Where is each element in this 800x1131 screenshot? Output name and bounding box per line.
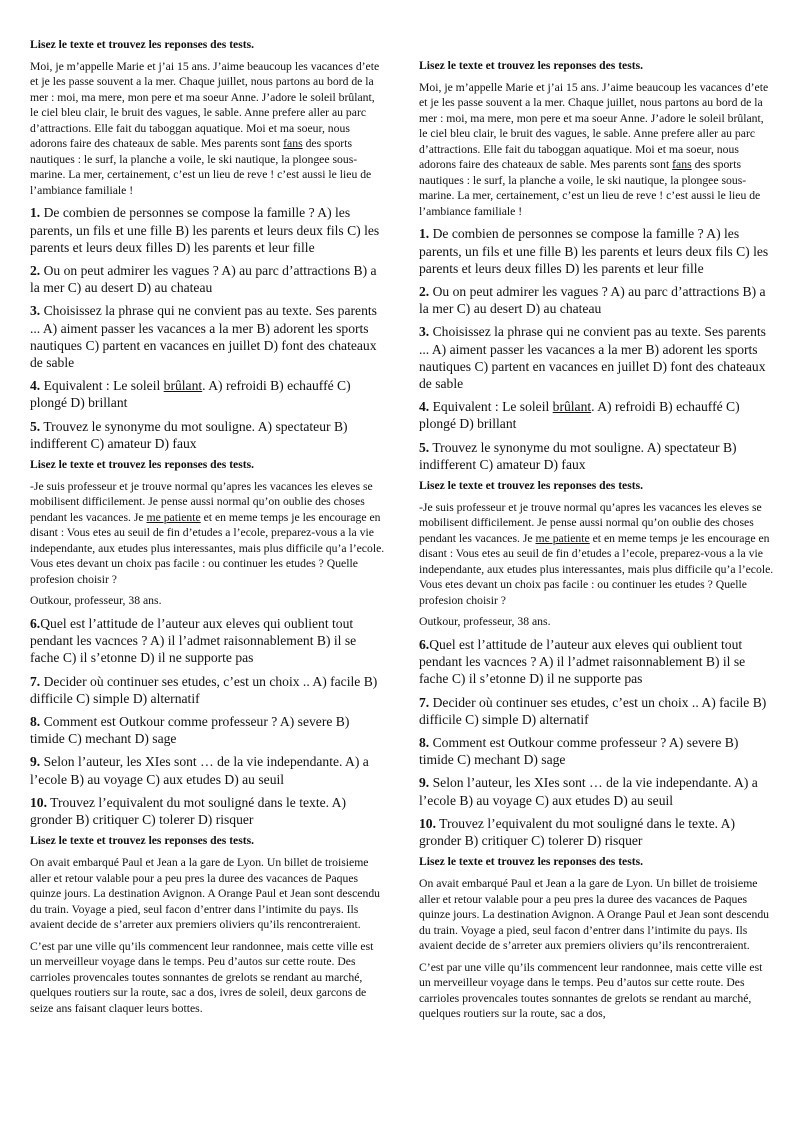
question-9: 9. Selon l’auteur, les XIes sont … de la vie independante. A) a l’ecole B) au voyage C) aux etudes D) au seuil (30, 754, 369, 787)
text-2-signature: Outkour, professeur, 38 ans. (419, 615, 551, 629)
instruction-heading: Lisez le texte et trouvez les reponses des tests. (30, 458, 254, 472)
question-8: 8. Comment est Outkour comme professeur ? A) severe B) timide C) mechant D) sage (30, 713, 350, 747)
question-2: 2. Ou on peut admirer les vagues ? A) au parc d’attractions B) a la mer C) au desert D) au chateau (419, 284, 766, 317)
text-3-paragraph-1: On avait embarqué Paul et Jean a la gare de Lyon. Un billet de troisieme aller et retour valable pour a peu pres la duree des vacances de Paques quinze jours. La destination Avignon. A Orange Paul et Jean sont descendu du train. Voyage a pied, seul facon d’entrer dans l’intimite du pays. Ils avaient decide de s’arreter aux premiers oliviers qu’ils rencontreraient. (30, 856, 381, 932)
underlined-word: fans (283, 137, 303, 151)
question-10: 10. Trouvez l’equivalent du mot souligné dans le texte. A) gronder B) critiquer C) tolerer D) risquer (30, 794, 347, 827)
text-1: Moi, je m’appelle Marie et j’ai 15 ans. J’aime beaucoup les vacances d’ete et je les passe souvent a la mer. Chaque juillet, nous partons au bord de la mer : moi, ma mere, mon pere et ma soeur Anne. J’adore le soleil brûlant, le ciel bleu clair, le bruit des vagues, le sable. Anne prefere aller au parc d’attractions. Elle fait du taboggan aquatique. Moi et ma soeur, nous adorons faire des chateaux de sable. Mes parents sont fans des sports nautiques : le surf, la planche a voile, le ski nautique, la plongee sous-marine. La mer, certainement, c’est un lieu de reve ! c’est aussi le lieu de l’ambiance familiale ! (30, 59, 380, 197)
question-5: 5. Trouvez le synonyme du mot souligne. A) spectateur B) indifferent C) amateur D) faux (30, 418, 348, 451)
question-5: 5. Trouvez le synonyme du mot souligne. A) spectateur B) indifferent C) amateur D) faux (419, 439, 737, 472)
instruction-heading: Lisez le texte et trouvez les reponses des tests. (30, 834, 254, 848)
left-column (30, 0, 385, 1022)
question-6: 6.Quel est l’attitude de l’auteur aux eleves qui oublient tout pendant les vacnces ? A) il l’admet raisonnablement B) il se fache C) il s’etonne D) il ne supporte pas (30, 615, 357, 666)
instruction-heading: Lisez le texte et trouvez les reponses des tests. (419, 855, 643, 869)
instruction-heading: Lisez le texte et trouvez les reponses des tests. (419, 59, 643, 72)
instruction-heading: Lisez le texte et trouvez les reponses des tests. (419, 479, 643, 493)
question-6: 6.Quel est l’attitude de l’auteur aux eleves qui oublient tout pendant les vacnces ? A) il l’admet raisonnablement B) il se fache C) il s’etonne D) il ne supporte pas (419, 636, 746, 687)
text-3-paragraph-2: C’est par une ville qu’ils commencent leur randonnee, mais cette ville est un merveilleur voyage dans le temps. Peu d’autos sur cette route. Des carrioles provencales toutes sonnantes de grelots se rendant au marché, quelques routiers sur la route, sac a dos, (419, 960, 763, 1021)
right-column (419, 0, 774, 1028)
question-1: 1. De combien de personnes se compose la famille ? A) les parents, un fils et une fille B) les parents et leurs deux fils C) les parents et leurs deux filles D) les parents et leur fille (30, 205, 380, 255)
question-9: 9. Selon l’auteur, les XIes sont … de la vie independante. A) a l’ecole B) au voyage C) aux etudes D) au seuil (419, 775, 758, 808)
question-7: 7. Decider où continuer ses etudes, c’est un choix .. A) facile B) difficile C) simple D) alternatif (419, 694, 767, 727)
question-3: 3. Choisissez la phrase qui ne convient pas au texte. Ses parents ... A) aiment passer les vacances a la mer B) adorent les sports nautiques C) partent en vacances en juillet D) font des chateaux de sable (419, 324, 766, 392)
question-10: 10. Trouvez l’equivalent du mot souligné dans le texte. A) gronder B) critiquer C) tolerer D) risquer (419, 815, 736, 848)
question-7: 7. Decider où continuer ses etudes, c’est un choix .. A) facile B) difficile C) simple D) alternatif (30, 673, 378, 706)
instruction-heading: Lisez le texte et trouvez les reponses des tests. (30, 38, 254, 51)
text-1: Moi, je m’appelle Marie et j’ai 15 ans. J’aime beaucoup les vacances d’ete et je les passe souvent a la mer. Chaque juillet, nous partons au bord de la mer : moi, ma mere, mon pere et ma soeur Anne. J’adore le soleil brûlant, le ciel bleu clair, le bruit des vagues, le sable. Anne prefere aller au parc d’attractions. Elle fait du taboggan aquatique. Moi et ma soeur, nous adorons faire des chateaux de sable. Mes parents sont fans des sports nautiques : le surf, la planche a voile, le ski nautique, la plongee sous-marine. La mer, certainement, c’est un lieu de reve ! c’est aussi le lieu de l’ambiance familiale ! (419, 80, 769, 218)
question-8: 8. Comment est Outkour comme professeur ? A) severe B) timide C) mechant D) sage (419, 734, 739, 768)
text-2: -Je suis professeur et je trouve normal qu’apres les vacances les eleves se mobilisent difficilement. Je pense aussi normal qu’on oublie des choses pendant les vacances. Je me patiente et en meme temps je les encourage en disant : Vous etes au seuil de fin d’etudes a l’ecole, preparez-vous a la vie independante, aux etudes plus interessantes, mais plus difficile qu’a l’ecole. Vous etes devant un choix pas facile : ou continuer les etudes ? Quelle profesion choisir ? (30, 479, 385, 586)
question-4: 4. Equivalent : Le soleil brûlant. A) refroidi B) echauffé C) plongé D) brillant (419, 399, 740, 432)
question-4: 4. Equivalent : Le soleil brûlant. A) refroidi B) echauffé C) plongé D) brillant (30, 378, 351, 411)
text-2-signature: Outkour, professeur, 38 ans. (30, 594, 162, 608)
question-3: 3. Choisissez la phrase qui ne convient pas au texte. Ses parents ... A) aiment passer les vacances a la mer B) adorent les sports nautiques C) partent en vacances en juillet D) font des chateaux de sable (30, 303, 377, 371)
text-3-paragraph-2: C’est par une ville qu’ils commencent leur randonnee, mais cette ville est un merveilleur voyage dans le temps. Peu d’autos sur cette route. Des carrioles provencales toutes sonnantes de grelots se rendant au marché, quelques routiers sur la route, sac a dos, ivres de soleil, deux garcons de seize ans faisant claquer leurs bottes. (30, 939, 374, 1015)
question-2: 2. Ou on peut admirer les vagues ? A) au parc d’attractions B) a la mer C) au desert D) au chateau (30, 263, 377, 296)
question-1: 1. De combien de personnes se compose la famille ? A) les parents, un fils et une fille B) les parents et leurs deux fils C) les parents et leurs deux filles D) les parents et leur fille (419, 226, 769, 276)
text-3-paragraph-1: On avait embarqué Paul et Jean a la gare de Lyon. Un billet de troisieme aller et retour valable pour a peu pres la duree des vacances de Paques quinze jours. La destination Avignon. A Orange Paul et Jean sont descendu du train. Voyage a pied, seul facon d’entrer dans l’intimite du pays. Ils avaient decide de s’arreter aux premiers oliviers qu’ils rencontreraient. (419, 877, 770, 953)
text-2: -Je suis professeur et je trouve normal qu’apres les vacances les eleves se mobilisent difficilement. Je pense aussi normal qu’on oublie des choses pendant les vacances. Je me patiente et en meme temps je les encourage en disant : Vous etes au seuil de fin d’etudes a l’ecole, preparez-vous a la vie independante, aux etudes plus interessantes, mais plus difficile qu’a l’ecole. Vous etes devant un choix pas facile : ou continuer les etudes ? Quelle profesion choisir ? (419, 500, 774, 607)
underlined-word: fans (672, 158, 692, 172)
